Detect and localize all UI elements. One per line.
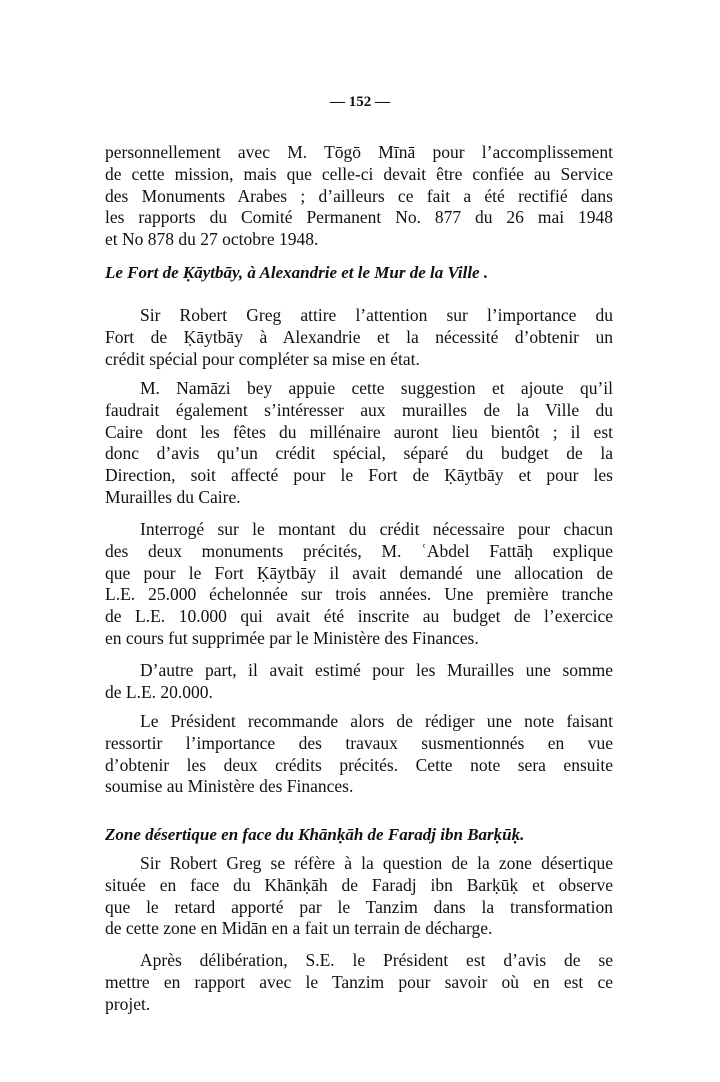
text-line: Murailles du Caire. <box>105 486 241 507</box>
text-line: et No 878 du 27 octobre 1948. <box>105 229 319 250</box>
text-line: Interrogé sur le montant du crédit nécessaire pour chacun <box>140 519 613 539</box>
paragraph <box>105 660 613 704</box>
text-line: donc d’avis qu’un crédit spécial, séparé du budget de la <box>105 443 613 464</box>
paragraph <box>105 378 613 509</box>
text-line: Le Président recommande alors de rédiger une note faisant <box>140 711 613 731</box>
text-line: située en face du Khānḳāh de Faradj ibn Barḳūḳ et observe <box>105 874 613 895</box>
paragraph <box>105 519 613 650</box>
text-line: que le retard apporté par le Tanzim dans la transformation <box>105 896 613 917</box>
paragraph <box>105 711 613 798</box>
text-line: projet. <box>105 993 151 1014</box>
paragraph <box>105 853 613 940</box>
text-line: soumise au Ministère des Finances. <box>105 776 354 797</box>
text-line: les rapports du Comité Permanent No. 877 du 26 mai 1948 <box>105 207 613 228</box>
text-line: Sir Robert Greg se réfère à la question de la zone désertique <box>140 853 613 873</box>
text-line: que pour le Fort Ḳāytbāy il avait demandé une allocation de <box>105 562 613 583</box>
text-line: personnellement avec M. Tōgō Mīnā pour l’accomplissement <box>105 142 613 162</box>
text-line: de L.E. 20.000. <box>105 681 213 702</box>
paragraph <box>105 950 613 1015</box>
text-line: de L.E. 10.000 qui avait été inscrite au budget de l’exercice <box>105 606 613 627</box>
text-line: Direction, soit affecté pour le Fort de Ḳāytbāy et pour les <box>105 465 613 486</box>
text-line: M. Namāzi bey appuie cette suggestion et ajoute qu’il <box>140 378 613 398</box>
text-line: Sir Robert Greg attire l’attention sur l’importance du <box>140 305 613 325</box>
section-heading-fort-kaytbay: Le Fort de Ḳāytbāy, à Alexandrie et le Mur de la Ville . <box>105 263 489 282</box>
text-line: Après délibération, S.E. le Président est d’avis de se <box>140 950 613 970</box>
text-line: des deux monuments précités, M. ʿAbdel Fattāḥ explique <box>105 540 613 561</box>
text-line: en cours fut supprimée par le Ministère des Finances. <box>105 627 479 648</box>
text-line: Caire dont les fêtes du millénaire auront lieu bientôt ; il est <box>105 421 613 442</box>
text-line: Fort de Ḳāytbāy à Alexandrie et la nécessité d’obtenir un <box>105 326 613 347</box>
text-line: d’obtenir les deux crédits précités. Cette note sera ensuite <box>105 754 613 775</box>
text-line: de cette mission, mais que celle-ci devait être confiée au Service <box>105 163 613 184</box>
page-number: — 152 — <box>330 94 390 110</box>
paragraph <box>105 305 613 370</box>
text-line: D’autre part, il avait estimé pour les Murailles une somme <box>140 660 613 680</box>
text-line: L.E. 25.000 échelonnée sur trois années. Une première tranche <box>105 584 613 605</box>
text-line: mettre en rapport avec le Tanzim pour savoir où en est ce <box>105 971 613 992</box>
text-line: crédit spécial pour compléter sa mise en état. <box>105 348 420 369</box>
text-line: faudrait également s’intéresser aux murailles de la Ville du <box>105 399 613 420</box>
text-line: des Monuments Arabes ; d’ailleurs ce fait a été rectifié dans <box>105 185 613 206</box>
text-line: de cette zone en Midān en a fait un terrain de décharge. <box>105 918 493 939</box>
text-line: ressortir l’importance des travaux susmentionnés en vue <box>105 732 613 753</box>
section-heading-zone-desertique: Zone désertique en face du Khānḳāh de Faradj ibn Barḳūḳ. <box>105 825 525 844</box>
paragraph-continuation <box>105 142 613 251</box>
